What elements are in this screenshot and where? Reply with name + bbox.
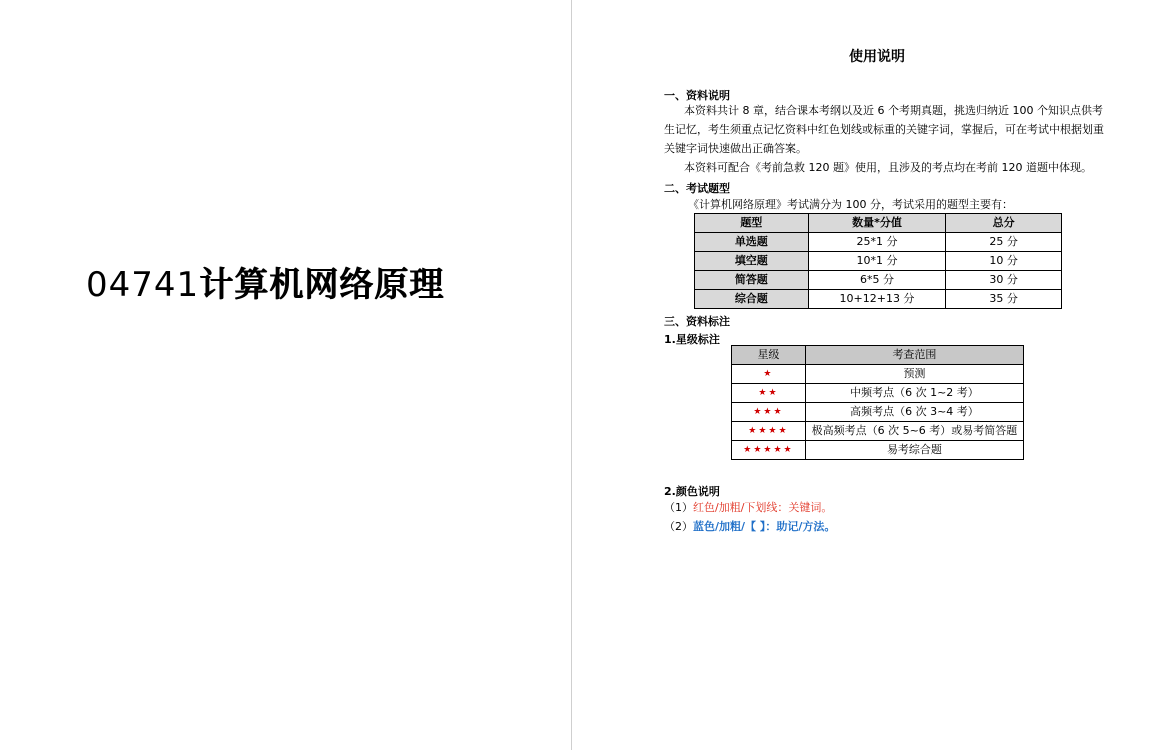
table-header-cell: 总分 [946, 214, 1062, 233]
table-row [695, 252, 1062, 271]
table-cell: 6*5 分 [808, 271, 946, 290]
table-cell: 10*1 分 [808, 252, 946, 271]
section-heading-exam-types: 二、考试题型 [664, 182, 730, 195]
star-rating-icon: ★★ [732, 384, 806, 403]
table-row [732, 384, 1024, 403]
table-cell: 高频考点（6 次 3~4 考） [805, 403, 1023, 422]
cover-page [0, 0, 571, 750]
paragraph-line: 本资料可配合《考前急救 120 题》使用，且涉及的考点均在考前 120 道题中体现。 [684, 161, 1092, 174]
table-cell: 预测 [805, 365, 1023, 384]
table-cell: 简答题 [695, 271, 809, 290]
exam-types-table [694, 213, 1062, 309]
table-row [732, 422, 1024, 441]
color-legend-red [664, 498, 832, 517]
section-heading-annotations: 三、资料标注 [664, 315, 730, 328]
subheading-star-rating: 1.星级标注 [664, 333, 720, 346]
paragraph-line: 本资料共计 8 章，结合课本考纲以及近 6 个考期真题，挑选归纳近 100 个知识点供考 [684, 104, 1103, 117]
star-rating-icon: ★★★★★ [732, 441, 806, 460]
star-rating-table [731, 345, 1024, 460]
star-rating-icon: ★ [732, 365, 806, 384]
table-row [695, 233, 1062, 252]
table-header-cell: 考查范围 [805, 346, 1023, 365]
table-cell: 30 分 [946, 271, 1062, 290]
table-row [695, 290, 1062, 309]
table-row [695, 271, 1062, 290]
exam-intro: 《计算机网络原理》考试满分为 100 分，考试采用的题型主要有： [688, 198, 1013, 211]
color-legend-blue [664, 517, 835, 536]
table-cell: 易考综合题 [805, 441, 1023, 460]
table-cell: 综合题 [695, 290, 809, 309]
paragraph-line: 关键字词快速做出正确答案。 [664, 142, 807, 155]
table-cell: 单选题 [695, 233, 809, 252]
table-cell: 25 分 [946, 233, 1062, 252]
table-header-row [695, 214, 1062, 233]
cover-course-name: 计算机网络原理 [199, 265, 445, 305]
legend-prefix: （2） [664, 520, 693, 533]
star-rating-icon: ★★★★ [732, 422, 806, 441]
paragraph-line: 生记忆，考生须重点记忆资料中红色划线或标重的关键字词，掌握后，可在考试中根据划重 [664, 123, 1104, 136]
table-header-cell: 数量*分值 [808, 214, 946, 233]
table-cell: 极高频考点（6 次 5~6 考）或易考简答题 [805, 422, 1023, 441]
table-cell: 中频考点（6 次 1~2 考） [805, 384, 1023, 403]
table-header-cell: 星级 [732, 346, 806, 365]
table-row [732, 365, 1024, 384]
legend-prefix: （1） [664, 501, 693, 514]
page-title: 使用说明 [849, 49, 905, 65]
table-cell: 填空题 [695, 252, 809, 271]
table-header-row [732, 346, 1024, 365]
table-row [732, 403, 1024, 422]
table-cell: 10 分 [946, 252, 1062, 271]
cover-course-code: 04741 [86, 265, 200, 305]
table-cell: 10+12+13 分 [808, 290, 946, 309]
table-cell: 35 分 [946, 290, 1062, 309]
table-cell: 25*1 分 [808, 233, 946, 252]
table-header-cell: 题型 [695, 214, 809, 233]
instructions-page [572, 0, 1162, 750]
table-row [732, 441, 1024, 460]
cover-title [86, 262, 444, 308]
legend-blue-text: 蓝色/加粗/【 】：助记/方法。 [693, 520, 836, 533]
legend-red-text: 红色/加粗/下划线：关键词。 [693, 501, 833, 514]
section-heading-materials: 一、资料说明 [664, 89, 730, 102]
subheading-color-legend: 2.颜色说明 [664, 485, 720, 498]
star-rating-icon: ★★★ [732, 403, 806, 422]
